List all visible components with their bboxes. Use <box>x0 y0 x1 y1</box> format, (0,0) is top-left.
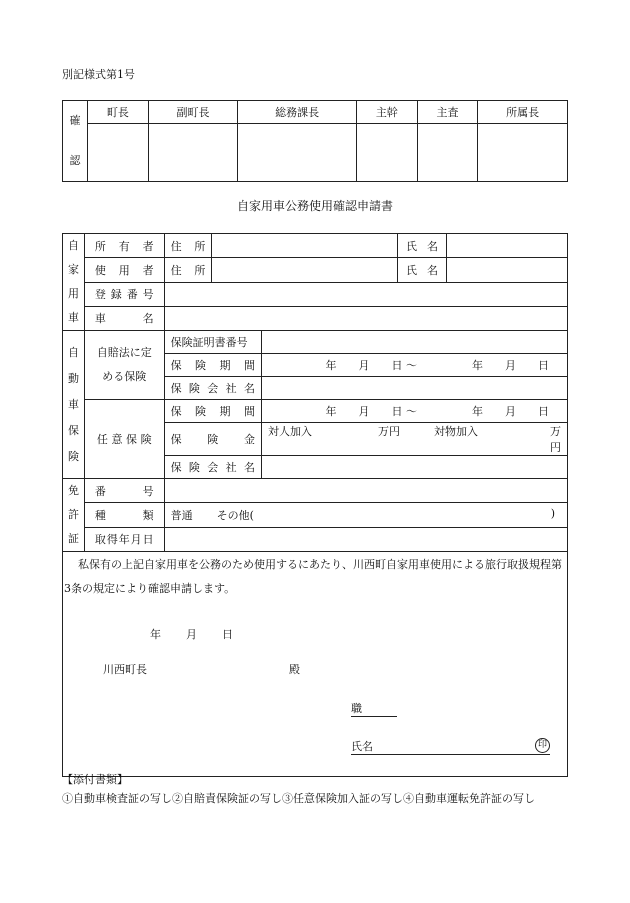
page-title: 自家用車公務使用確認申請書 <box>236 199 393 213</box>
license-number-field[interactable] <box>164 479 567 503</box>
date-year: 年 <box>150 628 161 641</box>
license-type-normal[interactable]: 普通 <box>170 508 193 522</box>
approval-cell[interactable] <box>356 124 417 182</box>
approval-cell[interactable] <box>148 124 238 182</box>
voluntary-insurance-label: 任意保険 <box>84 400 164 479</box>
approval-cell[interactable] <box>88 124 149 182</box>
cert-number-field[interactable] <box>262 331 568 354</box>
license-date-label: 取得年月日 <box>84 527 164 551</box>
statement-text: 私保有の上記自家用車を公務のため使用するにあたり、川西町自家用車使用による旅行取扱規程第3条の規定により確認申請します。 <box>64 558 562 595</box>
vehicle-side-label: 自 家 用 車 <box>63 234 85 331</box>
license-number-label: 番号 <box>84 479 164 503</box>
personal-coverage-label: 対人加入 <box>268 425 313 438</box>
compulsory-company-label: 保険会社名 <box>164 377 261 400</box>
personal-man-yen: 万円 <box>378 425 401 438</box>
user-name-label: 氏名 <box>397 258 446 282</box>
owner-label: 所有者 <box>84 234 164 258</box>
user-name-field[interactable] <box>446 258 567 282</box>
license-type-paren-close: ) <box>550 506 555 520</box>
cert-number-label: 保険証明書番号 <box>164 331 261 354</box>
car-name-field[interactable] <box>164 306 567 330</box>
compulsory-insurance-label: 自賠法に定 める保険 <box>84 331 164 400</box>
insurance-amount-label: 保険金 <box>164 423 261 456</box>
position-label: 職 <box>351 702 362 715</box>
license-side-label: 免 許 証 <box>63 479 85 552</box>
attachments-text: ①自動車検査証の写し②自賠責保険証の写し③任意保険加入証の写し④自動車運転免許証の写し <box>62 792 535 805</box>
compulsory-company-field[interactable] <box>262 377 568 400</box>
form-id: 別記様式第1号 <box>62 68 135 81</box>
reg-number-field[interactable] <box>164 282 567 306</box>
reg-number-label: 登録番号 <box>84 282 164 306</box>
attachments-title: 【添付書類】 <box>62 773 128 786</box>
license-type-other[interactable]: その他( <box>216 508 254 522</box>
honorific: 殿 <box>289 663 300 676</box>
voluntary-period-label: 保険期間 <box>164 400 261 423</box>
addressee: 川西町長 <box>103 663 147 676</box>
user-address-label: 住所 <box>164 258 212 282</box>
user-address-field[interactable] <box>212 258 398 282</box>
insurance-amount-field[interactable] <box>262 423 568 456</box>
insurance-side-label: 自 動 車 保 険 <box>63 331 85 479</box>
owner-address-label: 住所 <box>164 234 212 258</box>
approval-col-general-affairs: 総務課長 <box>238 101 357 124</box>
voluntary-company-label: 保険会社名 <box>164 456 261 479</box>
applicant-name-field[interactable] <box>351 738 550 755</box>
applicant-name-label: 氏名 <box>351 740 373 753</box>
license-date-field[interactable] <box>164 527 567 551</box>
approval-col-supervisor: 主査 <box>417 101 478 124</box>
owner-name-field[interactable] <box>446 234 567 258</box>
seal-icon: 印 <box>535 738 550 753</box>
voluntary-period-field[interactable]: 年 月 日 〜 年 月 日 <box>262 400 568 423</box>
approval-table <box>62 100 568 182</box>
compulsory-period-field[interactable]: 年 月 日 〜 年 月 日 <box>262 354 568 377</box>
date-month: 月 <box>186 628 197 641</box>
license-type-field[interactable] <box>164 503 567 527</box>
approval-cell[interactable] <box>238 124 357 182</box>
user-label: 使用者 <box>84 258 164 282</box>
voluntary-company-field[interactable] <box>262 456 568 479</box>
owner-address-field[interactable] <box>212 234 398 258</box>
approval-col-deputy: 副町長 <box>148 101 238 124</box>
property-coverage-label: 対物加入 <box>434 425 479 438</box>
approval-side-label: 確 認 <box>63 101 88 182</box>
application-table <box>62 233 568 777</box>
owner-name-label: 氏名 <box>397 234 446 258</box>
property-man-yen: 万円 <box>550 425 561 454</box>
compulsory-period-label: 保険期間 <box>164 354 261 377</box>
position-field[interactable] <box>351 700 397 717</box>
approval-col-dept-head: 所属長 <box>478 101 568 124</box>
date-day: 日 <box>222 628 233 641</box>
approval-col-mayor: 町長 <box>88 101 149 124</box>
approval-col-chief: 主幹 <box>356 101 417 124</box>
license-type-label: 種類 <box>84 503 164 527</box>
approval-cell[interactable] <box>417 124 478 182</box>
approval-cell[interactable] <box>478 124 568 182</box>
date-line[interactable] <box>150 626 233 642</box>
car-name-label: 車名 <box>84 306 164 330</box>
